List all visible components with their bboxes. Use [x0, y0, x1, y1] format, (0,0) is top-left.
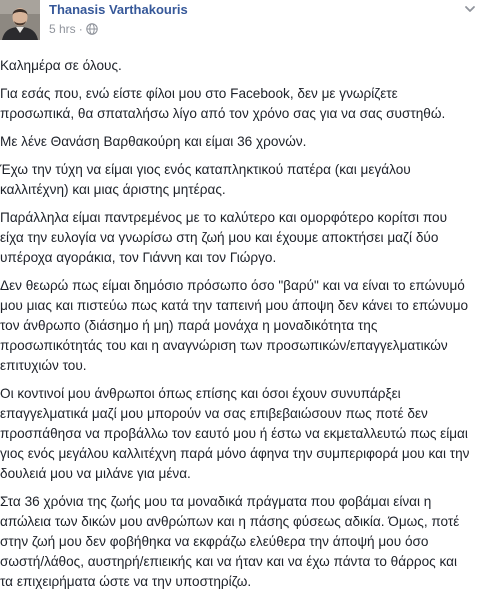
post-paragraph: Με λένε Θανάση Βαρθακούρη και είμαι 36 χρονών. — [0, 134, 307, 149]
post-header — [0, 0, 479, 44]
chevron-down-icon[interactable] — [463, 2, 477, 16]
globe-icon[interactable] — [86, 23, 98, 35]
post-paragraph: Στα 36 χρόνια της ζωής μου τα μοναδικά πράγματα που φοβάμαι είναι η απώλεια των δικών μου ανθρώπων και η πάσης φύσεως αδικία. Όμως, ποτέ στην ζωή μου δεν φοβήθηκα να εκφράζω ελεύθερα την άποψή μου όσο σωστή/λάθος, αυστηρή/επιεικής και να ήταν και να έχω πάντα το θάρρος και τα επιχειρήματα ώστε να την υποστηρίζω. — [0, 494, 460, 589]
post-paragraph: Δεν θεωρώ πως είμαι δημόσιο πρόσωπο όσο "βαρύ" και να είναι το επώνυμό μου μιας και πιστεύω πως κατά την ταπεινή μου άποψη δεν κάνει το επώνυμο τον άνθρωπο (διάσημο ή μη) παρά μονάχα η μοναδικότητα της προσωπικότητάς του και η αναγνώριση των προσωπικών/επαγγελματικών επιτυχιών του. — [0, 278, 469, 373]
meta-separator: · — [78, 22, 83, 36]
post-paragraph: Έχω την τύχη να είμαι γιος ενός καταπληκτικού πατέρα (και μεγάλου καλλιτέχνη) και μιας άριστης μητέρας. — [0, 162, 411, 197]
post-paragraph: Παράλληλα είμαι παντρεμένος με το καλύτερο και ομορφότερο κορίτσι που είχα την ευλογία να γνωρίσω στη ζωή μου και έχουμε αποκτήσει μαζί δύο υπέροχα αγοράκια, τον Γιάννη και τον Γιώργο. — [0, 210, 448, 265]
post-body — [0, 56, 470, 600]
post-paragraph: Καλημέρα σε όλους. — [0, 58, 122, 73]
timestamp-link[interactable]: 5 hrs — [49, 22, 76, 36]
post-paragraph: Οι κοντινοί μου άνθρωποι όπως επίσης και όσοι έχουν συνυπάρξει επαγγελματικά μαζί μου μπορούν να σας επιβεβαιώσουν πως ποτέ δεν προσπάθησα να προβάλλω τον εαυτό μου ή έστω να εκμεταλλευτώ πως είμαι γιος ενός μεγάλου καλλιτέχνη παρά μόνο άφηνα την συμπεριφορά μου και την δουλειά μου να μιλάνε για μένα. — [0, 386, 470, 481]
avatar-photo — [0, 0, 40, 40]
post-paragraph: Για εσάς που, ενώ είστε φίλοι μου στο Facebook, δεν με γνωρίζετε προσωπικά, θα σπαταλήσω λίγο από τον χρόνο σας για να σας συστηθώ. — [0, 86, 446, 121]
post-meta — [49, 22, 98, 36]
avatar[interactable] — [0, 0, 40, 40]
author-name-link[interactable]: Thanasis Varthakouris — [49, 2, 188, 17]
